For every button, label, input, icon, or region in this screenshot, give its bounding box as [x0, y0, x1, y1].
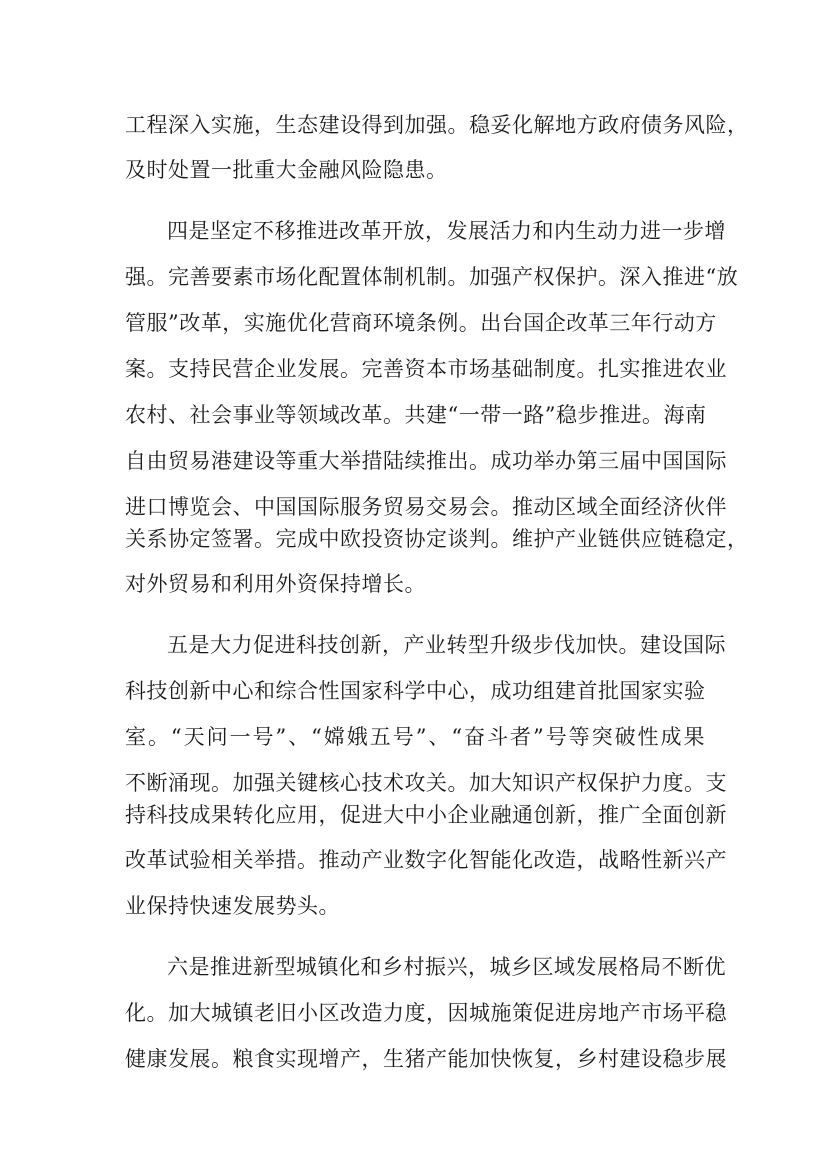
text-line: 工程深入实施，生态建设得到加强。稳妥化解地方政府债务风险， — [125, 113, 749, 137]
text-line: 改革试验相关举措。推动产业数字化智能化改造，战略性新兴产 — [125, 848, 727, 872]
text-line: 管服”改革，实施优化营商环境条例。出台国企改革三年行动方 — [125, 311, 717, 335]
text-line: 进口博览会、中国国际服务贸易交易会。推动区域全面经济伙伴 — [125, 495, 727, 519]
text-line: 及时处置一批重大金融风险隐患。 — [125, 158, 448, 182]
text-line: 案。支持民营企业发展。完善资本市场基础制度。扎实推进农业 — [125, 357, 727, 381]
text-line: 自由贸易港建设等重大举措陆续推出。成功举办第三届中国国际 — [125, 449, 727, 473]
text-line: 不断涌现。加强关键核心技术攻关。加大知识产权保护力度。支 — [125, 771, 727, 795]
text-line: 强。完善要素市场化配置体制机制。加强产权保护。深入推进“放 — [125, 265, 739, 289]
text-line: 业保持快速发展势头。 — [125, 894, 340, 918]
text-line: 健康发展。粮食实现增产，生猪产能加快恢复，乡村建设稳步展 — [125, 1047, 727, 1071]
text-line: 农村、社会事业等领域改革。共建“一带一路”稳步推进。海南 — [125, 403, 707, 427]
text-line: 科技创新中心和综合性国家科学中心，成功组建首批国家实验 — [125, 679, 706, 703]
paragraph-start-line: 五是大力促进科技创新，产业转型升级步伐加快。建设国际 — [167, 633, 726, 657]
paragraph-start-line: 六是推进新型城镇化和乡村振兴，城乡区域发展格局不断优 — [167, 955, 726, 979]
text-line: 化。加大城镇老旧小区改造力度，因城施策促进房地产市场平稳 — [125, 1001, 727, 1025]
paragraph-start-line: 四是坚定不移推进改革开放，发展活力和内生动力进一步增 — [167, 219, 726, 243]
text-line: 室。“天问一号”、“嫦娥五号”、“奋斗者”号等突破性成果 — [125, 725, 705, 749]
text-line: 对外贸易和利用外资保持增长。 — [125, 572, 426, 596]
text-line: 持科技成果转化应用，促进大中小企业融通创新，推广全面创新 — [125, 803, 727, 827]
text-line: 关系协定签署。完成中欧投资协定谈判。维护产业链供应链稳定， — [125, 527, 749, 551]
